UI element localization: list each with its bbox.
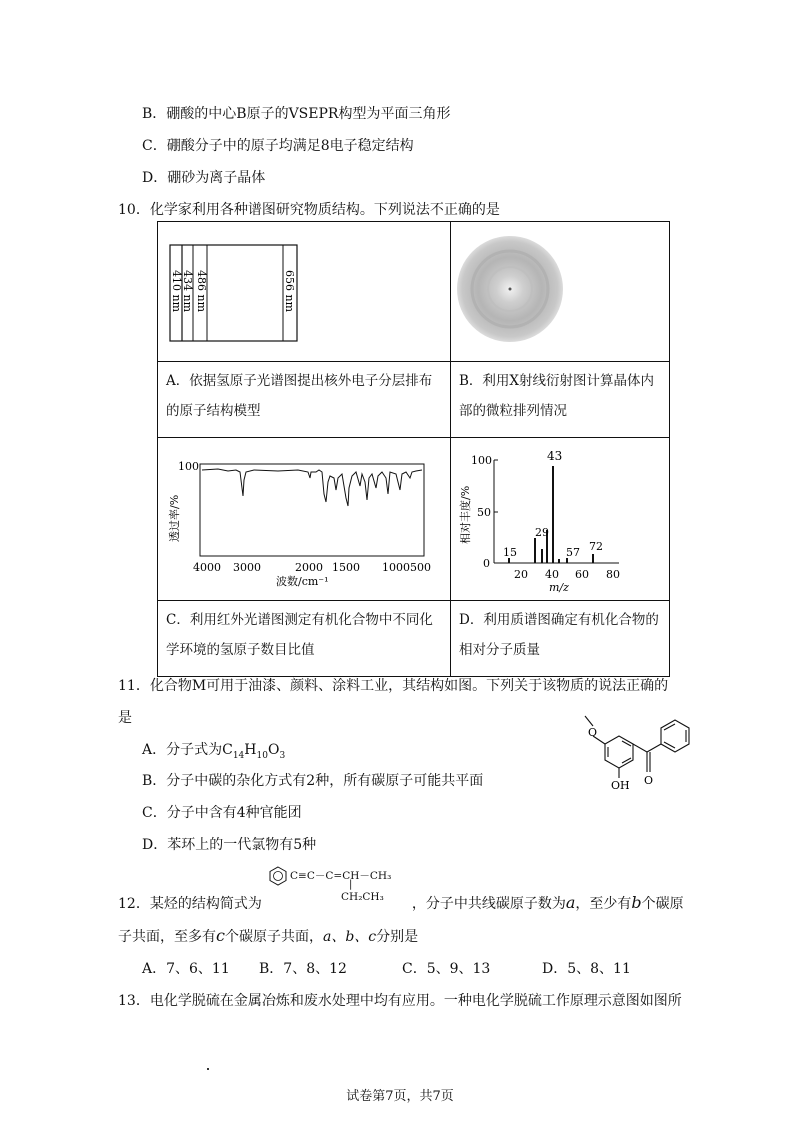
xray-diffraction-cell xyxy=(451,222,670,362)
ir-tick-1500: 1500 xyxy=(332,561,360,574)
question-11-stem-2: 是 xyxy=(118,710,132,726)
xray-diffraction-figure xyxy=(451,222,669,357)
ms-xtick-80: 80 xyxy=(606,568,620,581)
spectrum-label-410: 410 nm xyxy=(170,270,183,313)
stray-dot xyxy=(207,1068,209,1070)
question-13-stem: 13．电化学脱硫在金属冶炼和废水处理中均有应用。一种电化学脱硫工作原理示意图如图所 xyxy=(118,993,682,1009)
hydrogen-spectrum-cell xyxy=(158,222,451,362)
option-10b: B．利用X射线衍射图计算晶体内部的微粒排列情况 xyxy=(451,362,670,438)
option-10d: D．利用质谱图确定有机化合物的相对分子质量 xyxy=(451,601,670,677)
ir-tick-3000: 3000 xyxy=(233,561,261,574)
option-11a: A．分子式为$C_{14}H_{10}O_3$ xyxy=(142,742,286,761)
ir-y-top: 100 xyxy=(178,460,199,473)
option-9c: C．硼酸分子中的原子均满足8电子稳定结构 xyxy=(142,138,414,154)
option-12c: C．5、9、13 xyxy=(402,961,491,977)
ms-xtick-20: 20 xyxy=(514,568,528,581)
svg-text:O: O xyxy=(588,726,598,739)
question-12-stem-1: 12．某烃的结构简式为 ，分子中共线碳原子数为a，至少有b个碳原 xyxy=(118,893,684,912)
ms-ytick-0: 0 xyxy=(483,557,490,570)
ir-tick-4000: 4000 xyxy=(193,561,221,574)
ms-peak-15: 15 xyxy=(503,546,517,559)
ms-ylabel: 相对丰度/% xyxy=(459,485,472,544)
option-9d: D．硼砂为离子晶体 xyxy=(142,170,266,186)
option-11d: D．苯环上的一代氯物有5种 xyxy=(142,837,317,853)
ms-xtick-60: 60 xyxy=(575,568,589,581)
q12-structural-formula: C≡C－C=CH－CH₃ | CH₂CH₃ xyxy=(267,862,417,907)
spectrum-label-656: 656 nm xyxy=(283,270,296,313)
mass-spectrum-cell xyxy=(451,438,670,601)
question-10-stem: 10．化学家利用各种谱图研究物质结构。下列说法不正确的是 xyxy=(118,202,500,218)
compound-m-structure xyxy=(575,712,705,798)
question-11-stem-1: 11．化合物M可用于油漆、颜料、涂料工业，其结构如图。下列关于该物质的说法正确的 xyxy=(118,678,669,694)
ms-peak-43: 43 xyxy=(547,449,563,463)
option-12d: D．5、8、11 xyxy=(542,961,631,977)
option-9b: B．硼酸的中心B原子的VSEPR构型为平面三角形 xyxy=(142,106,451,122)
option-10a: A．依据氢原子光谱图提出核外电子分层排布的原子结构模型 xyxy=(158,362,451,438)
option-12b: B．7、8、12 xyxy=(259,961,347,977)
hydrogen-spectrum-figure xyxy=(158,222,450,357)
spectrum-label-486: 486 nm xyxy=(195,270,208,313)
ms-peak-57: 57 xyxy=(566,546,580,559)
mass-spectrum-figure xyxy=(451,438,669,596)
ir-tick-500: 500 xyxy=(410,561,431,574)
structure-o-label: O xyxy=(644,774,654,787)
ir-tick-1000: 1000 xyxy=(382,561,410,574)
ir-xlabel: 波数/cm⁻¹ xyxy=(276,575,329,588)
ms-peak-72: 72 xyxy=(589,540,603,553)
ir-tick-2000: 2000 xyxy=(295,561,323,574)
option-10c: C．利用红外光谱图测定有机化合物中不同化学环境的氢原子数目比值 xyxy=(158,601,451,677)
option-11c: C．分子中含有4种官能团 xyxy=(142,805,302,821)
page-footer: 试卷第7页，共7页 xyxy=(346,1089,454,1104)
ir-ylabel: 透过率/% xyxy=(168,494,181,542)
ms-xtick-40: 40 xyxy=(545,568,559,581)
structure-oh-label: OH xyxy=(611,779,630,792)
ir-spectrum-figure xyxy=(158,438,450,596)
option-12a: A．7、6、11 xyxy=(142,961,230,977)
ms-peak-29: 29 xyxy=(535,526,549,539)
benzene-ring-icon xyxy=(267,865,289,887)
question-10-table xyxy=(157,221,670,677)
question-12-stem-2: 子共面，至多有c个碳原子共面，a、b、c分别是 xyxy=(118,926,419,945)
spectrum-label-434: 434 nm xyxy=(181,270,194,313)
option-11b: B．分子中碳的杂化方式有2种，所有碳原子可能共平面 xyxy=(142,773,484,789)
ir-spectrum-cell xyxy=(158,438,451,601)
ms-ytick-50: 50 xyxy=(477,506,491,519)
ms-ytick-100: 100 xyxy=(471,454,492,467)
ms-xlabel: m/z xyxy=(549,581,569,594)
